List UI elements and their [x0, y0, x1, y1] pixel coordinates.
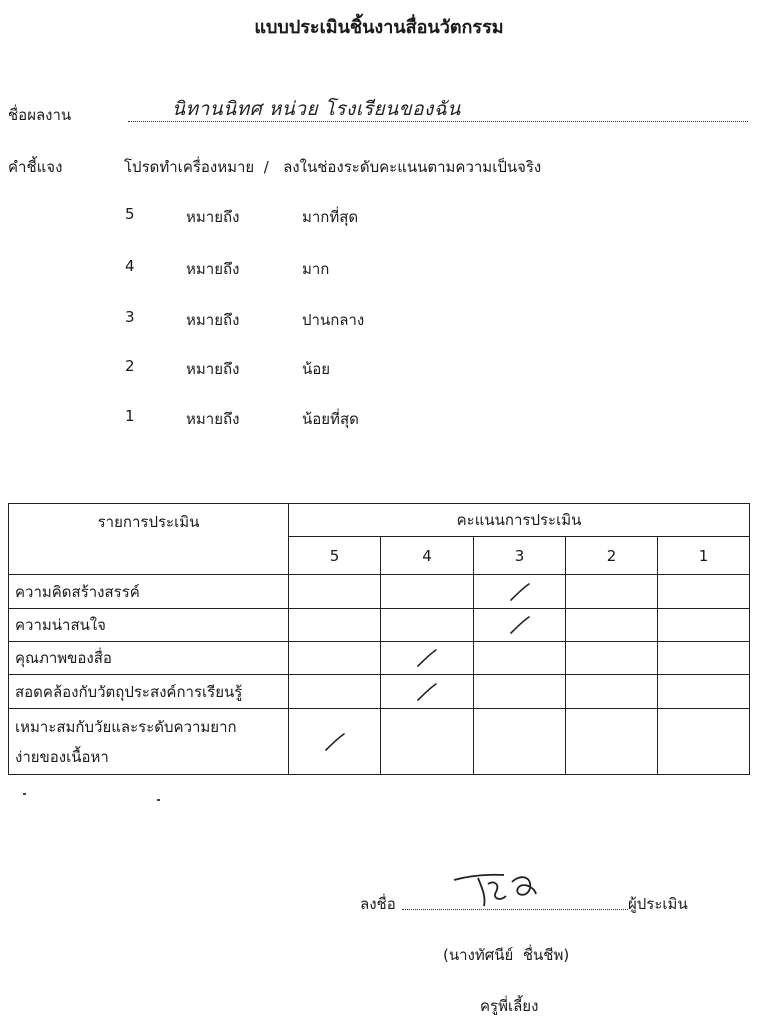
scale-score: 5 [125, 205, 135, 223]
scale-meaning: มาก [302, 260, 330, 278]
score-cell-3[interactable] [474, 609, 566, 642]
criterion-label: ความน่าสนใจ [9, 609, 289, 642]
scale-meaning: น้อย [302, 360, 331, 378]
score-column-2: 2 [566, 537, 658, 575]
score-cell-5[interactable] [289, 609, 381, 642]
score-cell-5[interactable] [289, 575, 381, 609]
score-column-4: 4 [381, 537, 474, 575]
scale-mean-label: หมายถึง [186, 311, 240, 329]
score-cell-4[interactable] [381, 709, 474, 775]
score-header: คะแนนการประเมิน [289, 504, 750, 537]
evaluator-name: (นางทัศนีย์ ชื่นชีพ) [443, 946, 570, 964]
scan-speck [23, 793, 26, 795]
score-cell-1[interactable] [658, 575, 750, 609]
check-mark-icon [415, 681, 439, 703]
scale-mean-label: หมายถึง [186, 410, 240, 428]
scale-score: 1 [125, 407, 135, 425]
scale-score: 4 [125, 257, 135, 275]
table-row [9, 609, 750, 642]
score-cell-5[interactable] [289, 642, 381, 675]
score-cell-4[interactable] [381, 675, 474, 709]
score-cell-3[interactable] [474, 642, 566, 675]
evaluator-position: ครูพี่เลี้ยง [480, 997, 539, 1015]
check-mark-icon [323, 731, 347, 753]
work-name-value: นิทานนิทศ หน่วย โรงเรียนของฉัน [172, 98, 461, 120]
scale-score: 2 [125, 357, 135, 375]
scale-meaning: ปานกลาง [302, 311, 365, 329]
instructions-label: คำชี้แจง [8, 158, 63, 176]
criterion-label: ความคิดสร้างสรรค์ [9, 575, 289, 609]
score-cell-3[interactable] [474, 709, 566, 775]
score-cell-1[interactable] [658, 709, 750, 775]
check-mark-icon [508, 581, 532, 603]
score-cell-1[interactable] [658, 675, 750, 709]
evaluator-role: ผู้ประเมิน [628, 895, 688, 913]
table-row [9, 575, 750, 609]
work-name-label: ชื่อผลงาน [8, 106, 72, 124]
score-cell-2[interactable] [566, 609, 658, 642]
signature-mark [448, 866, 558, 912]
table-row [9, 642, 750, 675]
score-cell-2[interactable] [566, 642, 658, 675]
score-cell-2[interactable] [566, 709, 658, 775]
score-column-1: 1 [658, 537, 750, 575]
score-column-5: 5 [289, 537, 381, 575]
score-column-3: 3 [474, 537, 566, 575]
score-cell-1[interactable] [658, 642, 750, 675]
scale-mean-label: หมายถึง [186, 208, 240, 226]
criterion-label: เหมาะสมกับวัยและระดับความยาก ง่ายของเนื้อหา [9, 709, 289, 775]
score-cell-4[interactable] [381, 575, 474, 609]
scale-mean-label: หมายถึง [186, 260, 240, 278]
table-row [9, 709, 750, 775]
evaluation-table [8, 503, 750, 775]
sign-label: ลงชื่อ [360, 895, 396, 913]
check-mark-icon [415, 647, 439, 669]
table-row [9, 675, 750, 709]
check-mark-icon [508, 614, 532, 636]
score-cell-3[interactable] [474, 675, 566, 709]
score-cell-2[interactable] [566, 575, 658, 609]
score-cell-3[interactable] [474, 575, 566, 609]
scale-meaning: มากที่สุด [302, 208, 359, 226]
score-cell-4[interactable] [381, 609, 474, 642]
scale-score: 3 [125, 308, 135, 326]
criteria-header: รายการประเมิน [9, 504, 289, 575]
score-cell-5[interactable] [289, 709, 381, 775]
score-cell-2[interactable] [566, 675, 658, 709]
page-title: แบบประเมินชิ้นงานสื่อนวัตกรรม [254, 17, 504, 38]
scale-mean-label: หมายถึง [186, 360, 240, 378]
scan-speck [157, 799, 160, 801]
score-cell-4[interactable] [381, 642, 474, 675]
score-cell-1[interactable] [658, 609, 750, 642]
scale-meaning: น้อยที่สุด [302, 410, 359, 428]
criterion-label: สอดคล้องกับวัตถุประสงค์การเรียนรู้ [9, 675, 289, 709]
score-cell-5[interactable] [289, 675, 381, 709]
criterion-label: คุณภาพของสื่อ [9, 642, 289, 675]
instructions-text: โปรดทำเครื่องหมาย / ลงในช่องระดับคะแนนตามความเป็นจริง [124, 158, 542, 176]
